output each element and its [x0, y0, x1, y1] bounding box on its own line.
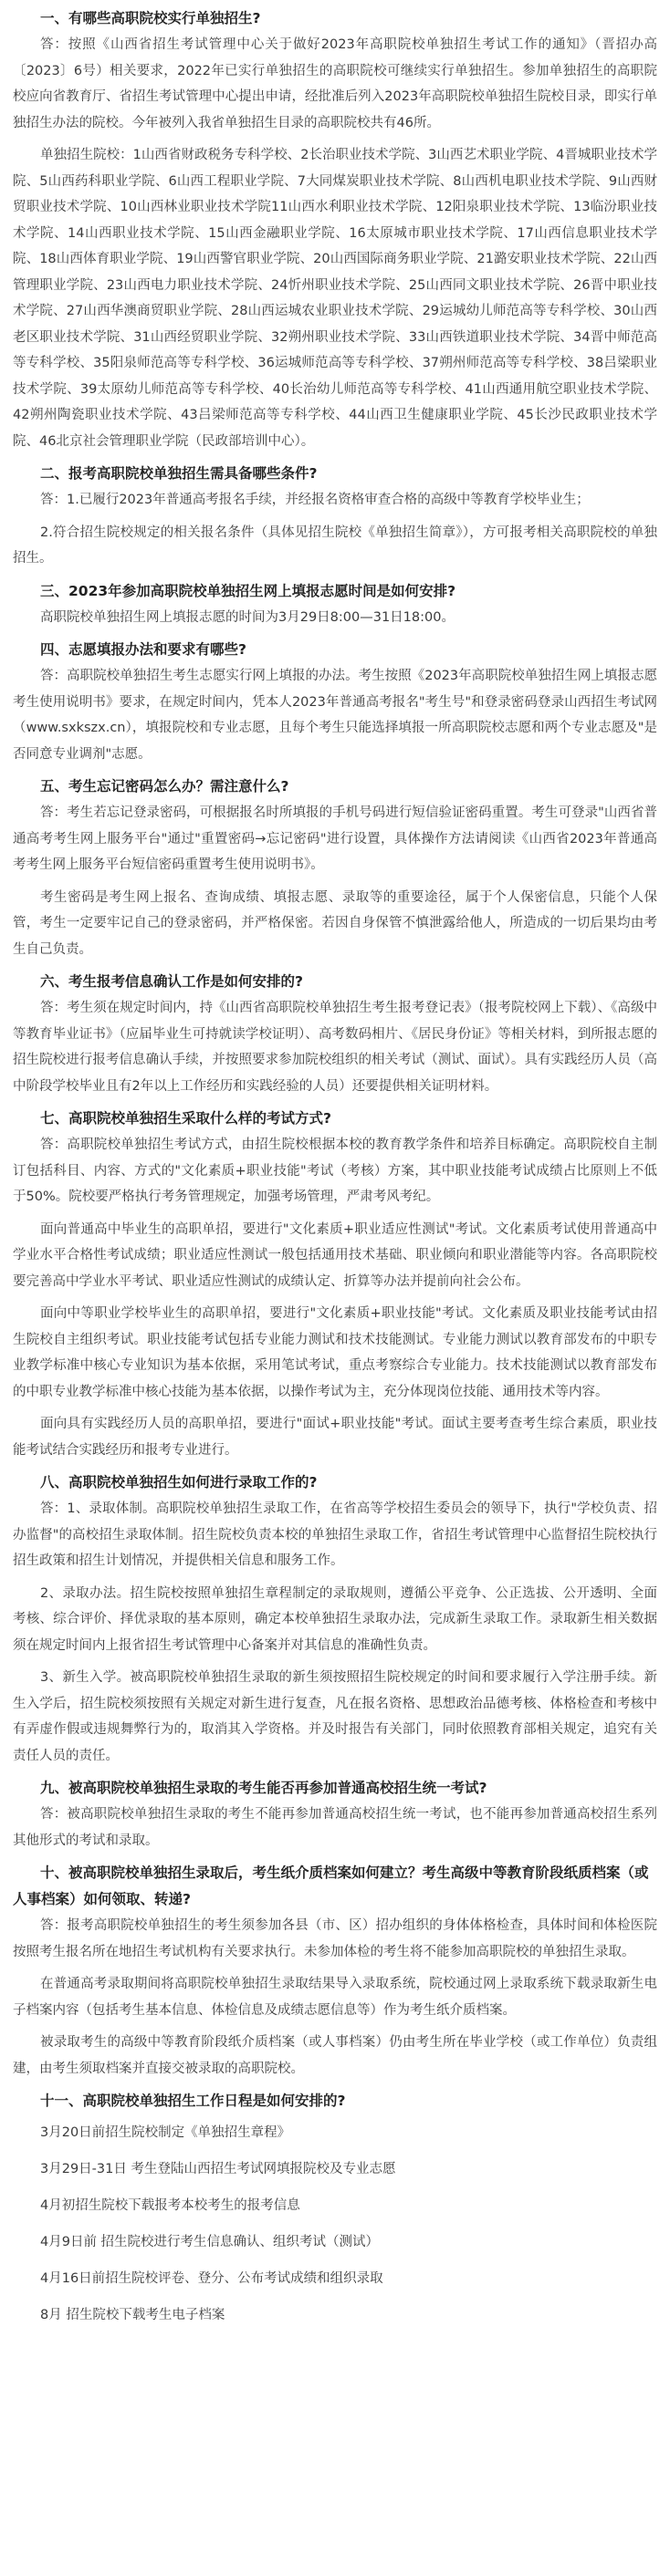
schedule-list [13, 2120, 657, 2328]
schedule-item: 4月初招生院校下载报考本校考生的报考信息 [40, 2198, 300, 2213]
answer-paragraph: 2、录取办法。招生院校按照单独招生章程制定的录取规则，遵循公平竞争、公正选拔、公开透明、全面考核、综合评价、择优录取的基本原则，确定本校单独招生录取办法，完成新生录取工作。录取新生相关数据须在规定时间内上报省招生考试管理中心备案并对其信息的准确性负责。 [13, 1585, 657, 1653]
section-heading: 二、报考高职院校单独招生需具备哪些条件? [40, 465, 318, 482]
answer-paragraph: 面向具有实践经历人员的高职单招，要进行"面试+职业技能"考试。面试主要考查考生综合素质，职业技能考试结合实践经历和报考专业进行。 [13, 1417, 657, 1458]
answer-paragraph: 答：报考高职院校单独招生的考生须参加各县（市、区）招办组织的身体体格检查，具体时间和体检医院按照考生报名所在地招生考试机构有关要求执行。未参加体检的考生将不能参加高职院校的单独招生录取。 [13, 1918, 657, 1959]
section-heading: 八、高职院校单独招生如何进行录取工作的? [40, 1474, 318, 1491]
section-heading: 七、高职院校单独招生采取什么样的考试方式? [40, 1110, 331, 1127]
section-heading: 九、被高职院校单独招生录取的考生能否再参加普通高校招生统一考试? [40, 1780, 487, 1796]
section-heading: 三、2023年参加高职院校单独招生网上填报志愿时间是如何安排? [40, 582, 456, 599]
answer-paragraph: 答：被高职院校单独招生录取的考生不能再参加普通高校招生统一考试，也不能再参加普通高校招生系列其他形式的考试和录取。 [13, 1807, 657, 1848]
answer-paragraph: 高职院校单独招生网上填报志愿的时间为3月29日8:00—31日18:00。 [40, 609, 455, 625]
answer-paragraph: 答：高职院校单独招生考试方式，由招生院校根据本校的教育教学条件和培养目标确定。高职院校自主制订包括科目、内容、方式的"文化素质+职业技能"考试（考核）方案，其中职业技能考试成绩占比原则上不低于50%。院校要严格执行考务管理规定，加强考场管理，严肃考风考纪。 [13, 1137, 657, 1204]
schedule-item: 3月20日前招生院校制定《单独招生章程》 [40, 2125, 291, 2140]
answer-paragraph: 被录取考生的高级中等教育阶段纸介质档案（或人事档案）仍由考生所在毕业学校（或工作单位）负责组建，由考生须取档案并直接交被录取的高职院校。 [13, 2035, 657, 2076]
answer-paragraph: 答：高职院校单独招生考生志愿实行网上填报的办法。考生按照《2023年高职院校单独招生网上填报志愿考生使用说明书》要求，在规定时间内，凭本人2023年普通高考报名"考生号"和登录密码登录山西招生考试网（www.sxkszx.cn），填报院校和专业志愿，且每个考生只能选择填报一所高职院校志愿和两个专业志愿及"是否同意专业调剂"志愿。 [13, 669, 657, 762]
section-heading: 六、考生报考信息确认工作是如何安排的? [40, 973, 303, 990]
faq-section [13, 461, 657, 572]
faq-section [13, 637, 657, 767]
faq-section [13, 5, 657, 454]
answer-paragraph: 答：1、录取体制。高职院校单独招生录取工作，在省高等学校招生委员会的领导下，执行"学校负责、招办监督"的高校招生录取体制。招生院校负责本校的单独招生录取工作，省招生考试管理中心监督招生院校执行招生政策和招生计划情况，并提供相关信息和服务工作。 [13, 1501, 658, 1568]
faq-section [13, 1860, 657, 2082]
answer-paragraph: 在普通高考录取期间将高职院校单独招生录取结果导入录取系统，院校通过网上录取系统下载录取新生电子档案内容（包括考生基本信息、体检信息及成绩志愿信息等）作为考生纸介质档案。 [13, 1977, 657, 2018]
section-heading: 十、被高职院校单独招生录取后，考生纸介质档案如何建立？考生高级中等教育阶段纸质档案（或人事档案）如何领取、转递? [13, 1864, 649, 1907]
answer-paragraph: 答：按照《山西省招生考试管理中心关于做好2023年高职院校单独招生考试工作的通知》（晋招办高〔2023〕6号）相关要求，2022年已实行单独招生的高职院校可继续实行单独招生。参加单独招生的高职院校应向省教育厅、省招生考试管理中心提出申请，经批准后列入2023年高职院校单独招生院校目录，即实行单独招生办法的院校。今年被列入我省单独招生目录的高职院校共有46所。 [13, 37, 657, 130]
answer-paragraph: 3、新生入学。被高职院校单独招生录取的新生须按照招生院校规定的时间和要求履行入学注册手续。新生入学后，招生院校须按照有关规定对新生进行复查，凡在报名资格、思想政治品德考核、体格检查和考核中有弄虚作假或违规舞弊行为的，取消其入学资格。并及时报告有关部门，同时依照教育部相关规定，追究有关责任人员的责任。 [13, 1670, 657, 1763]
section-heading: 十一、高职院校单独招生工作日程是如何安排的? [40, 2093, 346, 2109]
answer-paragraph: 考生密码是考生网上报名、查询成绩、填报志愿、录取等的重要途径，属于个人保密信息，只能个人保管，考生一定要牢记自己的登录密码，并严格保密。若因自身保管不慎泄露给他人，所造成的一切后果均由考生自己负责。 [13, 889, 657, 957]
section-heading: 四、志愿填报办法和要求有哪些? [40, 641, 246, 658]
faq-section [13, 578, 657, 631]
faq-section [13, 1470, 657, 1769]
faq-section [13, 774, 657, 962]
article-body [13, 5, 657, 2114]
section-heading: 五、考生忘记密码怎么办？需注意什么? [40, 778, 289, 795]
schedule-item: 4月16日前招生院校评卷、登分、公布考试成绩和组织录取 [40, 2271, 383, 2286]
answer-paragraph: 答：考生若忘记登录密码，可根据报名时所填报的手机号码进行短信验证密码重置。考生可登录"山西省普通高考考生网上服务平台"通过"重置密码→忘记密码"进行设置，具体操作方法请阅读《山西省2023年普通高考考生网上服务平台短信密码重置考生使用说明书》。 [13, 805, 657, 872]
faq-section [13, 1106, 657, 1463]
answer-paragraph: 2.符合招生院校规定的相关报名条件（具体见招生院校《单独招生简章》），方可报考相关高职院校的单独招生。 [13, 525, 657, 566]
answer-paragraph: 面向普通高中毕业生的高职单招，要进行"文化素质+职业适应性测试"考试。文化素质考试使用普通高中学业水平合格性考试成绩；职业适应性测试一般包括通用技术基础、职业倾向和职业潜能等内容。各高职院校要完善高中学业水平考试、职业适应性测试的成绩认定、折算等办法并提前向社会公布。 [13, 1221, 657, 1289]
faq-section [13, 1775, 657, 1854]
answer-paragraph: 答：考生须在规定时间内，持《山西省高职院校单独招生考生报考登记表》（报考院校网上下载）、《高级中等教育毕业证书》（应届毕业生可持就读学校证明）、高考数码相片、《居民身份证》等相关材料，到所报志愿的招生院校进行报考信息确认手续，并按照要求参加院校组织的相关考试（测试、面试）。具有实践经历人员（高中阶段学校毕业且有2年以上工作经历和实践经验的人员）还要提供相关证明材料。 [13, 1001, 657, 1094]
answer-paragraph: 答：1.已履行2023年普通高考报名手续，并经报名资格审查合格的高级中等教育学校毕业生； [40, 493, 590, 507]
schedule-item: 4月9日前 招生院校进行考生信息确认、组织考试（测试） [40, 2235, 380, 2249]
faq-section [13, 969, 657, 1099]
faq-section [13, 2088, 657, 2114]
schedule-item: 3月29日-31日 考生登陆山西招生考试网填报院校及专业志愿 [40, 2162, 396, 2176]
section-heading: 一、有哪些高职院校实行单独招生? [40, 10, 261, 26]
schedule-item: 8月 招生院校下载考生电子档案 [40, 2308, 225, 2322]
answer-paragraph: 单独招生院校：1山西省财政税务专科学校、2长治职业技术学院、3山西艺术职业学院、4晋城职业技术学院、5山西药科职业学院、6山西工程职业学院、7大同煤炭职业技术学院、8山西机电职业技术学院、9山西财贸职业技术学院、10山西林业职业技术学院11山西水利职业技术学院、12阳泉职业技术学院、13临汾职业技术学院、14山西职业技术学院、15山西金融职业学院、16太原城市职业技术学院、17山西信息职业技术学院、18山西体育职业学院、19山西警官职业学院、20山西国际商务职业学院、21潞安职业技术学院、22山西管理职业学院、23山西电力职业技术学院、24忻州职业技术学院、25山西同文职业技术学院、26晋中职业技术学院、27山西华澳商贸职业学院、28山西运城农业职业技术学院、29运城幼儿师范高等专科学校、30山西老区职业技术学院、31山西经贸职业学院、32朔州职业技术学院、33山西铁道职业技术学院、34晋中师范高等专科学校、35阳泉师范高等专科学校、36运城师范高等专科学校、37朔州师范高等专科学校、38吕梁职业技术学院、39太原幼儿师范高等专科学校、40长治幼儿师范高等专科学校、41山西通用航空职业技术学院、42朔州陶瓷职业技术学院、43吕梁师范高等专科学校、44山西卫生健康职业学院、45长沙民政职业技术学院、46北京社会管理职业学院（民政部培训中心）。 [13, 148, 657, 449]
answer-paragraph: 面向中等职业学校毕业生的高职单招，要进行"文化素质+职业技能"考试。文化素质及职业技能考试由招生院校自主组织考试。职业技能考试包括专业能力测试和技术技能测试。专业能力测试以教育部发布的中职专业教学标准中核心专业知识为基本依据，采用笔试考试，重点考察综合专业能力。技术技能测试以教育部发布的中职专业教学标准中核心技能为基本依据，以操作考试为主，充分体现岗位技能、通用技术等内容。 [13, 1306, 657, 1399]
